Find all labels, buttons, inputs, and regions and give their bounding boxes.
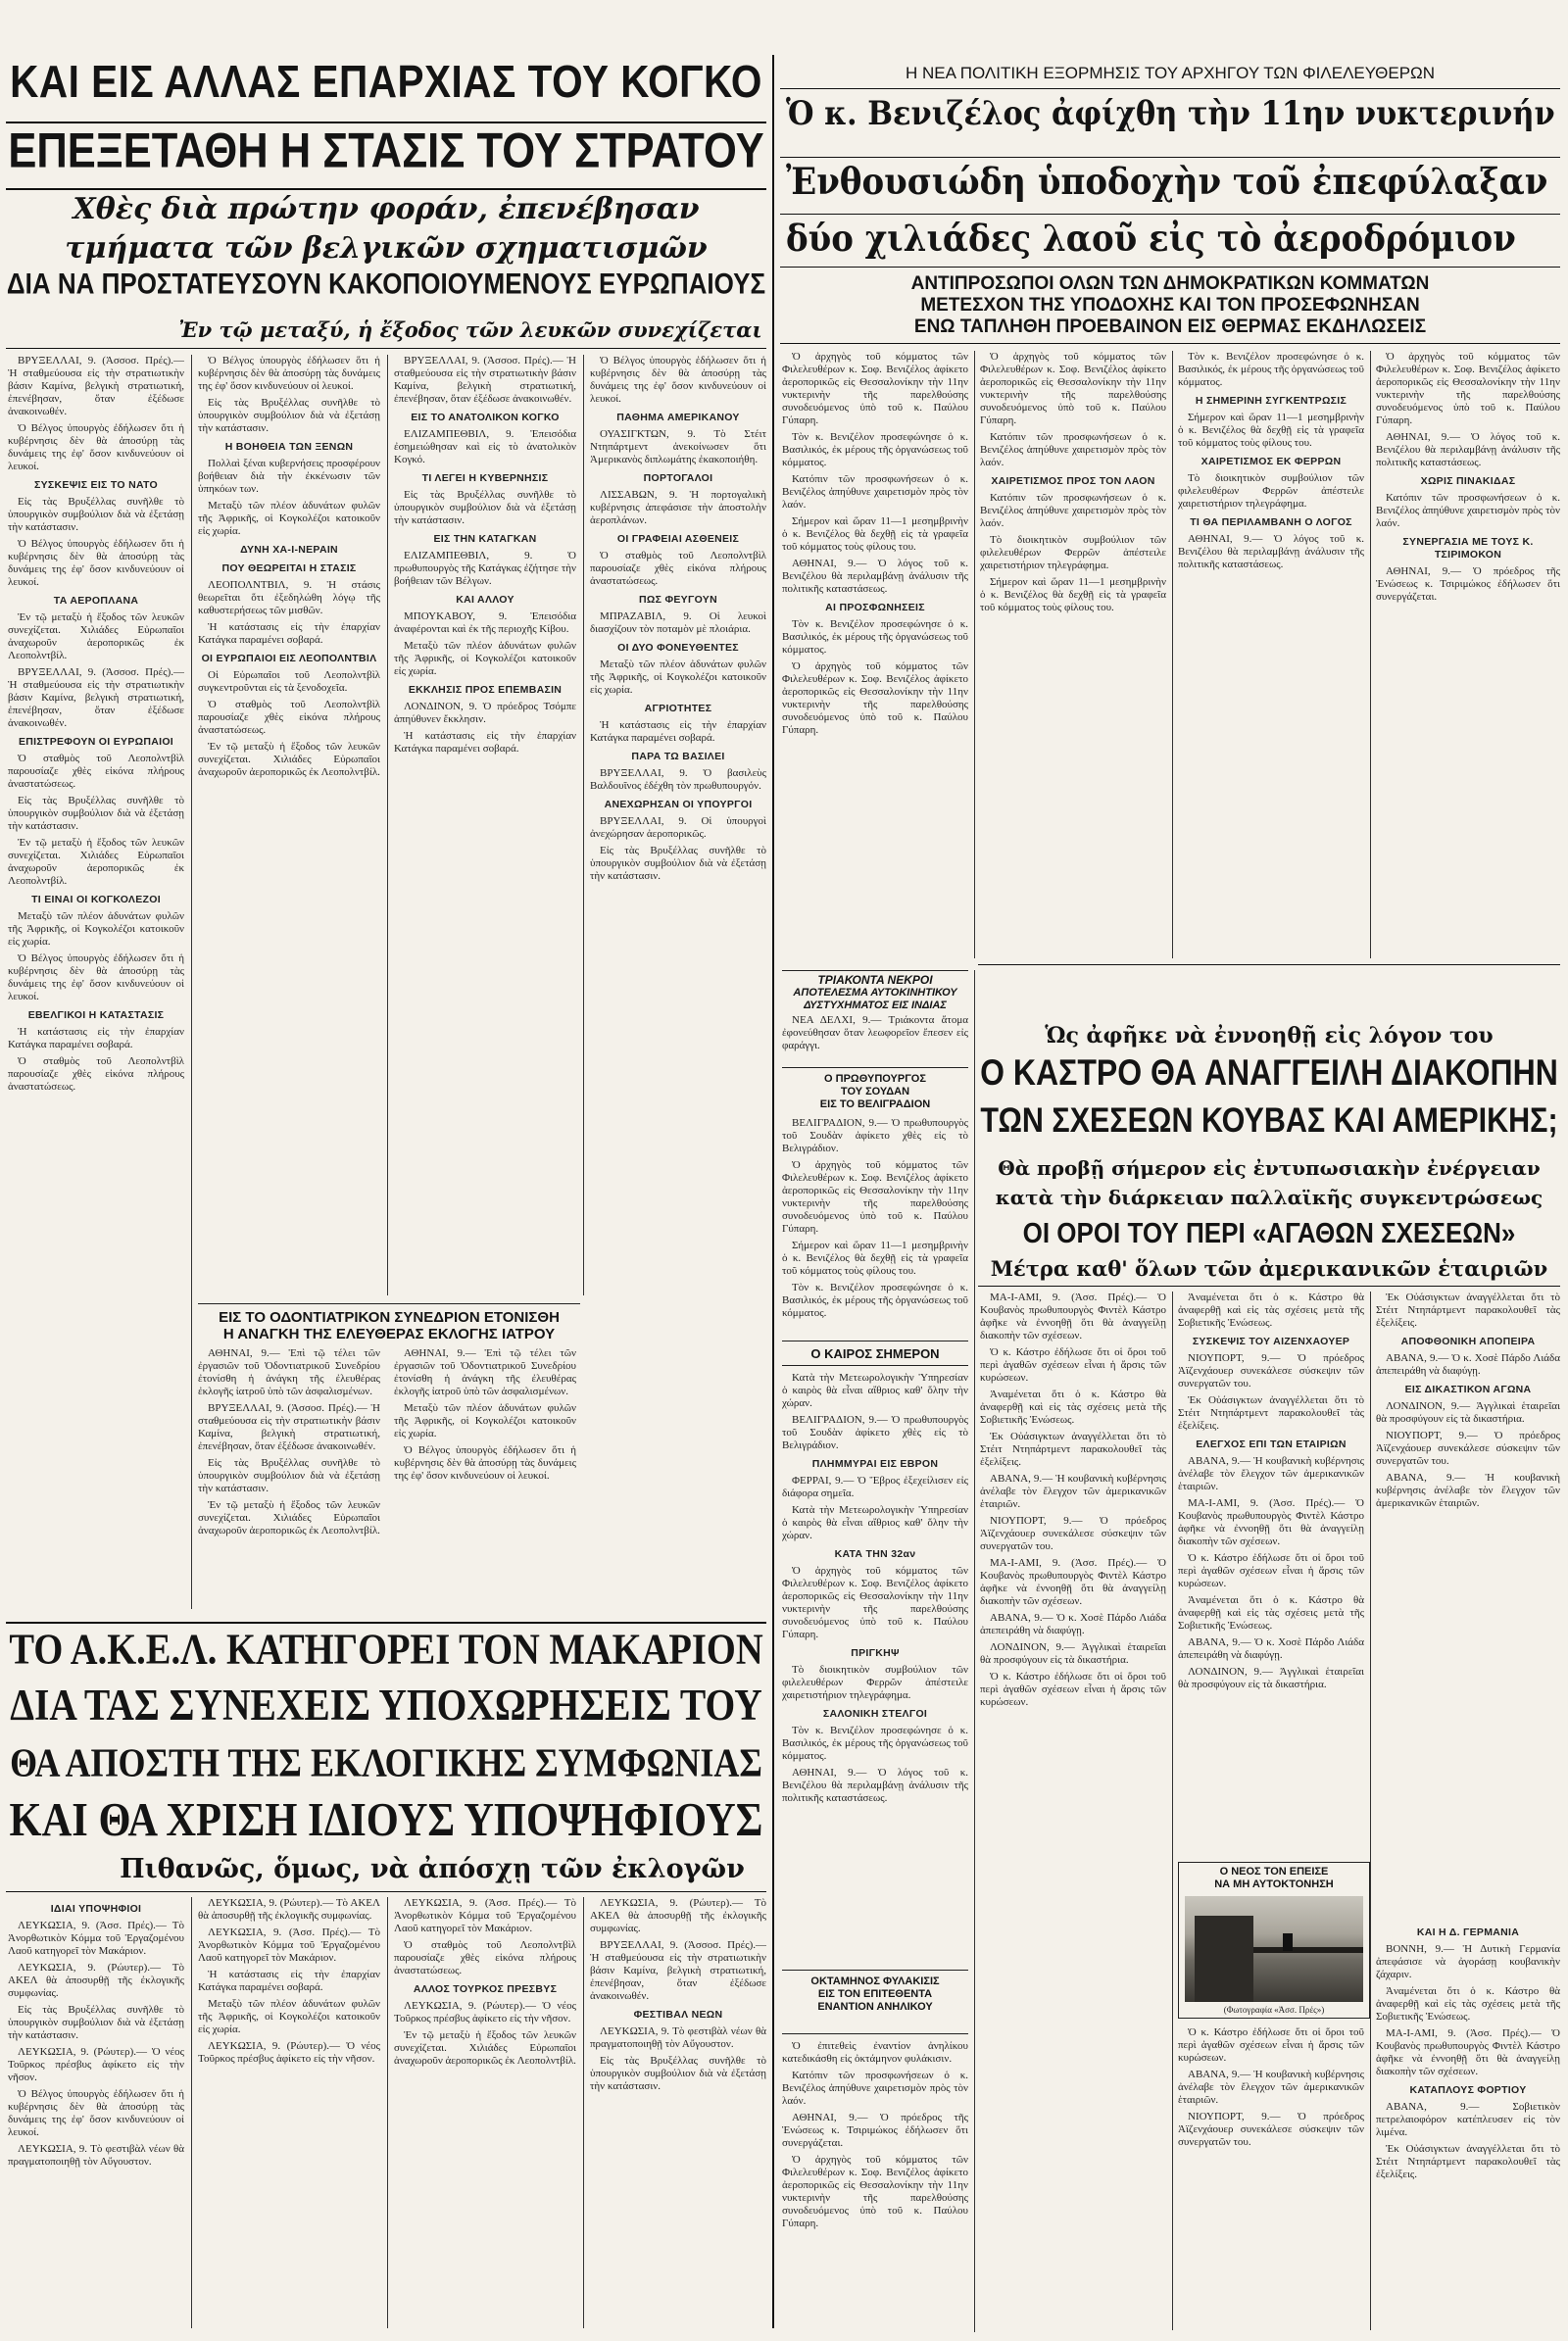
rule [780,343,1560,344]
paragraph: Εἰς τὰς Βρυξέλλας συνῆλθε τὸ ὑπουργικὸν συμβούλιον διὰ νὰ ἐξετάσῃ τὴν κατάστασιν. [198,1457,380,1494]
paragraph: Ὁ ἀρχηγὸς τοῦ κόμματος τῶν Φιλελευθέρων κ. Σοφ. Βενιζέλος ἀφίκετο ἀεροπορικῶς εἰς Θεσσαλονίκην τὴν 11ην νυκτερινὴν τῆς παρελθούσης συνοδευόμενος ὑπὸ τοῦ κ. Παύλου Γύπαρη. [1376,351,1560,426]
sudan-article [782,1074,968,1110]
subhead: ΠΟΡΤΟΓΑΛΟΙ [643,472,713,484]
subhead: ΟΙ ΕΥΡΩΠΑΙΟΙ ΕΙΣ ΛΕΟΠΟΛΝΤΒΙΛ [201,653,377,664]
rule [780,214,1560,215]
paragraph: ΑΘΗΝΑΙ, 9.— Ὁ πρόεδρος τῆς Ἑνώσεως κ. Τσιριμώκος ἐδήλωσεν ὅτι συνεργάζεται. [1376,565,1560,603]
congo-column-1 [8,355,184,1619]
subhead: ΑΠΟΦΘΟΝΙΚΗ ΑΠΟΠΕΙΡΑ [1400,1336,1536,1347]
paragraph: ΑΒΑΝΑ, 9.— Ἡ κουβανικὴ κυβέρνησις ἀνέλαβε τὸν ἔλεγχον τῶν ἀμερικανικῶν ἑταιριῶν. [980,1473,1166,1510]
paragraph: Ὁ κ. Κάστρο ἐδήλωσε ὅτι οἱ ὅροι τοῦ περὶ ἀγαθῶν σχέσεων εἶναι ἡ ἄρσις τῶν κυρώσεων. [980,1671,1166,1708]
cuba-deck-4: Μέτρα καθ' ὅλων τῶν ἀμερικανικῶν ἑταιριῶν [990,1256,1548,1281]
paragraph: Οἱ Εὐρωπαῖοι τοῦ Λεοπολντβὶλ συγκεντροῦνται εἰς τὰ ξενοδοχεῖα. [198,669,380,694]
dentist-headline-1: ΕΙΣ ΤΟ ΟΔΟΝΤΙΑΤΡΙΚΟΝ ΣΥΝΕΔΡΙΟΝ ΕΤΟΝΙΣΘΗ [219,1309,560,1326]
paragraph: ΕΛΙΖΑΜΠΕΘΒΙΛ, 9. Ὁ πρωθυπουργὸς τῆς Κατάγκας ἐζήτησε τὴν βοήθειαν τῶν Βέλγων. [394,550,576,587]
paragraph: Ἀναμένεται ὅτι ὁ κ. Κάστρο θὰ ἀναφερθῇ καὶ εἰς τὰς σχέσεις μετὰ τῆς Σοβιετικῆς Ἑνώσεως. [1178,1594,1364,1632]
paragraph: Ἡ κατάστασις εἰς τὴν ἐπαρχίαν Κατάγκα παραμένει σοβαρά. [198,1969,380,1993]
cuba-column-3-lower [1376,1921,1560,2330]
cuba-headline-2: ΤΩΝ ΣΧΕΣΕΩΝ ΚΟΥΒΑΣ ΚΑΙ ΑΜΕΡΙΚΗΣ; [980,1100,1558,1140]
subhead: ΕΠΙΣΤΡΕΦΟΥΝ ΟΙ ΕΥΡΩΠΑΙΟΙ [18,736,174,748]
paragraph: Εἰς τὰς Βρυξέλλας συνῆλθε τὸ ὑπουργικὸν συμβούλιον διὰ νὰ ἐξετάσῃ τὴν κατάστασιν. [198,397,380,434]
paragraph: Ὁ ἐπιτεθεὶς ἐναντίον ἀνηλίκου κατεδικάσθη εἰς ὀκτάμηνον φυλάκισιν. [782,2040,968,2065]
paragraph: ΒΡΥΞΕΛΛΑΙ, 9. Οἱ ὑπουργοὶ ἀνεχώρησαν ἀεροπορικῶς. [590,815,766,840]
photo-headline-2: ΝΑ ΜΗ ΑΥΤΟΚΤΟΝΗΣΗ [1214,1878,1334,1890]
paragraph: ΛΟΝΔΙΝΟΝ, 9.— Ἀγγλικαὶ ἑταιρεῖαι θὰ προσφύγουν εἰς τὰ δικαστήρια. [1376,1400,1560,1425]
prisoners-headline-2: ΕΙΣ ΤΟΝ ΕΠΙΤΕΘΕΝΤΑ [817,1988,933,2000]
subhead: ΕΙΣ ΤΗΝ ΚΑΤΑΓΚΑΝ [433,533,537,545]
paragraph: ΑΒΑΝΑ, 9.— Ἡ κουβανικὴ κυβέρνησις ἀνέλαβε τὸν ἔλεγχον τῶν ἀμερικανικῶν ἑταιριῶν. [1376,1472,1560,1509]
congo-deck-3: ΔΙΑ ΝΑ ΠΡΟΣΤΑΤΕΥΣΟΥΝ ΚΑΚΟΠΟΙΟΥΜΕΝΟΥΣ ΕΥΡΩΠΑΙΟΥΣ [6,266,766,301]
subhead: ΙΔΙΑΙ ΥΠΟΨΗΦΙΟΙ [50,1903,142,1915]
paragraph: Ὁ σταθμὸς τοῦ Λεοπολντβὶλ παρουσίαζε χθὲς εἰκόνα πλήρους ἀναστατώσεως. [590,550,766,587]
column-rule [974,970,975,2332]
photo-person [1283,1933,1293,1951]
paragraph: Κατόπιν τῶν προσφωνήσεων ὁ κ. Βενιζέλος ἀπηύθυνε χαιρετισμὸν πρὸς τὸν λαόν. [1376,492,1560,529]
congo-column-3 [394,355,576,1305]
prisoners-headline-3: ΕΝΑΝΤΙΟΝ ΑΝΗΛΙΚΟΥ [817,2001,933,2013]
congo-headline-1: ΚΑΙ ΕΙΣ ΑΛΛΑΣ ΕΠΑΡΧΙΑΣ ΤΟΥ ΚΟΓΚΟ [10,55,762,108]
paragraph: ΒΟΝΝΗ, 9.— Ἡ Δυτικὴ Γερμανία ἀπεφάσισε νὰ ἀγοράσῃ κουβανικὴν ζάχαριν. [1376,1943,1560,1980]
paragraph: ΛΟΝΔΙΝΟΝ, 9. Ὁ πρόεδρος Τσόμπε ἀπηύθυνεν ἔκκλησιν. [394,701,576,725]
subhead: ΑΓΡΙΟΤΗΤΕΣ [644,703,712,714]
column-rule [1370,1292,1371,2330]
column-rule [1370,351,1371,958]
column-rule [387,355,388,1295]
paragraph: Ἀναμένεται ὅτι ὁ κ. Κάστρο θὰ ἀναφερθῇ καὶ εἰς τὰς σχέσεις μετὰ τῆς Σοβιετικῆς Ἑνώσεως. [1178,1292,1364,1329]
paragraph: ΜΠΟΥΚΑΒΟΥ, 9. Ἐπεισόδια ἀναφέρονται καὶ ἐκ τῆς περιοχῆς Κίβου. [394,610,576,635]
subhead: Η ΣΗΜΕΡΙΝΗ ΣΥΓΚΕΝΤΡΩΣΙΣ [1195,395,1348,407]
paragraph: ΜΑ-Ι-ΑΜΙ, 9. (Ἀσσ. Πρές).— Ὁ Κουβανὸς πρωθυπουργὸς Φιντὲλ Κάστρο ἀφῆκε νὰ ἐννοηθῇ ὅτι θὰ ἀναγγείλῃ διακοπὴν τῶν σχέσεων. [980,1557,1166,1607]
subhead: ΤΙ ΛΕΓΕΙ Η ΚΥΒΕΡΝΗΣΙΣ [421,472,549,484]
sudan-headline-1: Ο ΠΡΩΘΥΠΟΥΡΓΟΣ [824,1073,926,1085]
dentist-article [198,1303,580,1617]
paragraph: Ἐν τῷ μεταξὺ ἡ ἔξοδος τῶν λευκῶν συνεχίζεται. Χιλιάδες Εὐρωπαῖοι ἀναχωροῦν ἀεροπορικῶς ἐκ Λεοπολντβίλ. [8,611,184,661]
subhead: ΠΛΗΜΜΥΡΑΙ ΕΙΣ ΕΒΡΟΝ [811,1458,939,1470]
rule [978,1286,1560,1287]
paragraph: Ἡ κατάστασις εἰς τὴν ἐπαρχίαν Κατάγκα παραμένει σοβαρά. [590,719,766,744]
akel-deck: Πιθανῶς, ὅμως, νὰ ἀπόσχῃ τῶν ἐκλογῶν [120,1854,745,1884]
rule [978,964,1560,965]
subhead: ΧΑΙΡΕΤΙΣΜΟΣ ΠΡΟΣ ΤΟΝ ΛΑΟΝ [991,475,1155,487]
paragraph: ΛΕΥΚΩΣΙΑ, 9. (Ἀσσ. Πρές).— Τὸ Ἀνορθωτικὸν Κόμμα τοῦ Ἐργαζομένου Λαοῦ κατηγορεῖ τὸν Μακάριον. [394,1897,576,1934]
paragraph: Κατόπιν τῶν προσφωνήσεων ὁ κ. Βενιζέλος ἀπηύθυνε χαιρετισμὸν πρὸς τὸν λαόν. [782,473,968,511]
cuba-deck-1: Θὰ προβῇ σήμερον εἰς ἐντυπωσιακὴν ἐνέργειαν [998,1156,1541,1180]
subhead: ΣΑΛΟΝΙΚΗ ΣΤΕΛΓΟΙ [822,1708,928,1720]
paragraph: Σήμερον καὶ ὥραν 11—1 μεσημβρινὴν ὁ κ. Βενιζέλος θὰ δεχθῇ εἰς τὰ γραφεῖα τοῦ κόμματος τοὺς φίλους του. [980,576,1166,613]
india-body [782,1014,968,1065]
rule [6,348,766,349]
paragraph: Ἡ κατάστασις εἰς τὴν ἐπαρχίαν Κατάγκα παραμένει σοβαρά. [8,1026,184,1050]
akel-headline-3: ΘΑ ΑΠΟΣΤΗ ΤΗΣ ΕΚΛΟΓΙΚΗΣ ΣΥΜΦΩΝΙΑΣ [10,1739,762,1785]
paragraph: Τὸν κ. Βενιζέλον προσεφώνησε ὁ κ. Βασιλικός, ἐκ μέρους τῆς ὀργανώσεως τοῦ κόμματος. [782,1725,968,1762]
paragraph: ΕΛΙΖΑΜΠΕΘΒΙΛ, 9. Ἐπεισόδια ἐσημειώθησαν καὶ εἰς τὸ ἀνατολικὸν Κογκό. [394,428,576,465]
column-rule [1172,351,1173,958]
column-rule [583,1897,584,2328]
paragraph: ΒΡΥΞΕΛΛΑΙ, 9. (Ἀσσοσ. Πρές).— Ἡ σταθμεύουσα εἰς τὴν στρατιωτικὴν βάσιν Καμίνα, βελγικὴ στρατιωτική, ἐπενέβησαν, ὅταν ἐξέδωσε ἀνακοινωθέν. [198,1402,380,1452]
paragraph: ΑΒΑΝΑ, 9.— Ὁ κ. Χοσὲ Πάρδο Λιάδα ἀπεπειράθη νὰ διαφύγῃ. [1178,1636,1364,1661]
paragraph: ΝΙΟΥΠΟΡΤ, 9.— Ὁ πρόεδρος Ἀϊζενχάουερ συνεκάλεσε σύσκεψιν τῶν συνεργατῶν του. [1376,1430,1560,1467]
subhead: ΤΙ ΕΙΝΑΙ ΟΙ ΚΟΓΚΟΛΕΖΟΙ [31,894,161,905]
subhead: ΚΑΙ Η Δ. ΓΕΡΜΑΝΙΑ [1416,1926,1520,1938]
news-photo [1185,1896,1363,2002]
paragraph: Ἡ κατάστασις εἰς τὴν ἐπαρχίαν Κατάγκα παραμένει σοβαρά. [394,730,576,755]
paragraph: Ὁ Βέλγος ὑπουργὸς ἐδήλωσεν ὅτι ἡ κυβέρνησις δὲν θὰ ἀποσύρῃ τὰς δυνάμεις της ἐφ' ὅσον κινδυνεύουν οἱ λευκοί. [8,538,184,588]
paragraph: Εἰς τὰς Βρυξέλλας συνῆλθε τὸ ὑπουργικὸν συμβούλιον διὰ νὰ ἐξετάσῃ τὴν κατάστασιν. [394,489,576,526]
paragraph: ΑΒΑΝΑ, 9.— Ἡ κουβανικὴ κυβέρνησις ἀνέλαβε τὸν ἔλεγχον τῶν ἀμερικανικῶν ἑταιριῶν. [1178,1455,1364,1492]
paragraph: Μεταξὺ τῶν πλέον ἀδυνάτων φυλῶν τῆς Ἀφρικῆς, οἱ Κογκολέζοι κατοικοῦν εἰς χωρία. [394,1402,576,1439]
paragraph: Κατὰ τὴν Μετεωρολογικὴν Ὑπηρεσίαν ὁ καιρὸς θὰ εἶναι αἴθριος καθ' ὅλην τὴν χώραν. [782,1372,968,1409]
paragraph: ΦΕΡΡΑΙ, 9.— Ὁ Ἕβρος ἐξεχείλισεν εἰς διάφορα σημεῖα. [782,1475,968,1499]
paragraph: ΝΙΟΥΠΟΡΤ, 9.— Ὁ πρόεδρος Ἀϊζενχάουερ συνεκάλεσε σύσκεψιν τῶν συνεργατῶν του. [1178,2111,1364,2148]
akel-column-1 [8,1897,184,2332]
dentist-body [198,1347,380,1612]
paragraph: ΑΘΗΝΑΙ, 9.— Ὁ λόγος τοῦ κ. Βενιζέλου θὰ περιλαμβάνῃ ἀνάλυσιν τῆς πολιτικῆς καταστάσεως. [782,558,968,595]
rule [6,188,766,190]
paragraph: ΛΕΟΠΟΛΝΤΒΙΛ, 9. Ἡ στάσις θεωρεῖται ὅτι ἐξεδηλώθη λόγῳ τῆς καθυστερήσεως τῶν μισθῶν. [198,579,380,616]
cuba-column-2-lower [1178,2026,1364,2330]
paragraph: ΑΒΑΝΑ, 9.— Ὁ κ. Χοσὲ Πάρδο Λιάδα ἀπεπειράθη νὰ διαφύγῃ. [980,1612,1166,1636]
paragraph: ΛΟΝΔΙΝΟΝ, 9.— Ἀγγλικαὶ ἑταιρεῖαι θὰ προσφύγουν εἰς τὰ δικαστήρια. [1178,1666,1364,1690]
subhead: ΣΥΣΚΕΨΙΣ ΤΟΥ ΑΙΖΕΝΧΑΟΥΕΡ [1192,1336,1350,1347]
paragraph: Ὁ Βέλγος ὑπουργὸς ἐδήλωσεν ὅτι ἡ κυβέρνησις δὲν θὰ ἀποσύρῃ τὰς δυνάμεις της ἐφ' ὅσον κινδυνεύουν οἱ λευκοί. [8,2088,184,2138]
paragraph: ΜΑ-Ι-ΑΜΙ, 9. (Ἀσσ. Πρές).— Ὁ Κουβανὸς πρωθυπουργὸς Φιντὲλ Κάστρο ἀφῆκε νὰ ἐννοηθῇ ὅτι θὰ ἀναγγείλῃ διακοπὴν τῶν σχέσεων. [1178,1497,1364,1547]
akel-headline-4: ΚΑΙ ΘΑ ΧΡΙΣΗ ΙΔΙΟΥΣ ΥΠΟΨΗΦΙΟΥΣ [9,1793,763,1847]
paragraph: Τὸ διοικητικὸν συμβούλιον τῶν φιλελευθέρων Φερρῶν ἀπέστειλε χαιρετιστήριον τηλεγράφημα. [782,1664,968,1701]
sudan-headline-3: ΕΙΣ ΤΟ ΒΕΛΙΓΡΑΔΙΟΝ [819,1098,931,1110]
rule [6,1622,766,1624]
subhead: ΣΥΝΕΡΓΑΣΙΑ ΜΕ ΤΟΥΣ Κ. ΤΣΙΡΙΜΟΚΟΝ [1402,536,1534,561]
akel-headline-2: ΔΙΑ ΤΑΣ ΣΥΝΕΧΕΙΣ ΥΠΟΧΩΡΗΣΕΙΣ ΤΟΥ [10,1680,762,1731]
venizelos-column-1 [782,351,968,958]
paragraph: ΛΕΥΚΩΣΙΑ, 9. (Ρώυτερ).— Τὸ ΑΚΕΛ θὰ ἀποσυρθῇ τῆς ἐκλογικῆς συμφωνίας. [8,1962,184,1999]
photo-caption: (Φωτογραφία «Ἀσσ. Πρές») [1223,2005,1325,2015]
paragraph: ΒΡΥΞΕΛΛΑΙ, 9. (Ἀσσοσ. Πρές).— Ἡ σταθμεύουσα εἰς τὴν στρατιωτικὴν βάσιν Καμίνα, βελγικὴ στρατιωτική, ἐπενέβησαν, ὅταν ἐξέδωσε ἀνακοινωθέν. [8,666,184,729]
cuba-deck-2: κατὰ τὴν διάρκειαν παλλαϊκῆς συγκεντρώσεως [995,1186,1544,1209]
rule [780,157,1560,158]
subhead: Η ΒΟΗΘΕΙΑ ΤΩΝ ΞΕΝΩΝ [224,441,354,453]
paragraph: Ὁ Βέλγος ὑπουργὸς ἐδήλωσεν ὅτι ἡ κυβέρνησις δὲν θὰ ἀποσύρῃ τὰς δυνάμεις της ἐφ' ὅσον κινδυνεύουν οἱ λευκοί. [8,952,184,1002]
subhead: ΤΙ ΘΑ ΠΕΡΙΛΑΜΒΑΝΗ Ο ΛΟΓΟΣ [1190,516,1352,528]
paragraph: Εἰς τὰς Βρυξέλλας συνῆλθε τὸ ὑπουργικὸν συμβούλιον διὰ νὰ ἐξετάσῃ τὴν κατάστασιν. [8,795,184,832]
paragraph: Ἐκ Οὐάσιγκτων ἀναγγέλλεται ὅτι τὸ Στέιτ Ντηπάρτμεντ παρακολουθεῖ τὰς ἐξελίξεις. [1376,2143,1560,2180]
paragraph: Εἰς τὰς Βρυξέλλας συνῆλθε τὸ ὑπουργικὸν συμβούλιον διὰ νὰ ἐξετάσῃ τὴν κατάστασιν. [8,496,184,533]
paragraph: ΛΕΥΚΩΣΙΑ, 9. (Ρώυτερ).— Ὁ νέος Τοῦρκος πρέσβυς ἀφίκετο εἰς τὴν νῆσον. [198,2040,380,2065]
paragraph: Ὁ ἀρχηγὸς τοῦ κόμματος τῶν Φιλελευθέρων κ. Σοφ. Βενιζέλος ἀφίκετο ἀεροπορικῶς εἰς Θεσσαλονίκην τὴν 11ην νυκτερινὴν τῆς παρελθούσης συνοδευόμενος ὑπὸ τοῦ κ. Παύλου Γύπαρη. [782,1159,968,1235]
paragraph: Ὁ ἀρχηγὸς τοῦ κόμματος τῶν Φιλελευθέρων κ. Σοφ. Βενιζέλος ἀφίκετο ἀεροπορικῶς εἰς Θεσσαλονίκην τὴν 11ην νυκτερινὴν τῆς παρελθούσης συνοδευόμενος ὑπὸ τοῦ κ. Παύλου Γύπαρη. [980,351,1166,426]
congo-deck-2: τμήματα τῶν βελγικῶν σχηματισμῶν [65,231,708,266]
subhead: ΕΙΣ ΤΟ ΑΝΑΤΟΛΙΚΟΝ ΚΟΓΚΟ [411,412,560,423]
subhead: ΕΛΕΓΧΟΣ ΕΠΙ ΤΩΝ ΕΤΑΙΡΙΩΝ [1196,1439,1347,1450]
subhead: ΠΑΘΗΜΑ ΑΜΕΡΙΚΑΝΟΥ [616,412,740,423]
subhead: ΦΕΣΤΙΒΑΛ ΝΕΩΝ [633,2009,723,2021]
paragraph: Τὸν κ. Βενιζέλον προσεφώνησε ὁ κ. Βασιλικός, ἐκ μέρους τῆς ὀργανώσεως τοῦ κόμματος. [1178,351,1364,388]
column-rule [191,355,192,1609]
subhead: ΔΥΝΗ ΧΑ-Ι-ΝΕΡΑΙΝ [240,544,338,556]
subhead: ΧΩΡΙΣ ΠΙΝΑΚΙΔΑΣ [1420,475,1516,487]
paragraph: ΝΙΟΥΠΟΡΤ, 9.— Ὁ πρόεδρος Ἀϊζενχάουερ συνεκάλεσε σύσκεψιν τῶν συνεργατῶν του. [980,1515,1166,1552]
akel-column-3 [394,1897,576,2332]
paragraph: ΛΕΥΚΩΣΙΑ, 9. Τὸ φεστιβὰλ νέων θὰ πραγματοποιηθῇ τὸν Αὔγουστον. [590,2025,766,2050]
paragraph: ΑΘΗΝΑΙ, 9.— Ἐπὶ τῷ τέλει τῶν ἐργασιῶν τοῦ Ὀδοντιατρικοῦ Συνεδρίου ἐτονίσθη ἡ ἀνάγκη τῆς ἐλευθέρας ἐκλογῆς ἰατροῦ ὑπὸ τῶν ἀσφαλισμένων. [394,1347,576,1397]
cuba-kicker: Ὡς ἀφῆκε νὰ ἐννοηθῇ εἰς λόγον του [1045,1023,1494,1049]
congo-headline-2: ΕΠΕΞΕΤΑΘΗ Η ΣΤΑΣΙΣ ΤΟΥ ΣΤΡΑΤΟΥ [8,123,764,178]
paragraph: Ἐν τῷ μεταξὺ ἡ ἔξοδος τῶν λευκῶν συνεχίζεται. Χιλιάδες Εὐρωπαῖοι ἀναχωροῦν ἀεροπορικῶς ἐκ Λεοπολντβίλ. [198,1499,380,1536]
paragraph: Κατὰ τὴν Μετεωρολογικὴν Ὑπηρεσίαν ὁ καιρὸς θὰ εἶναι αἴθριος καθ' ὅλην τὴν χώραν. [782,1504,968,1541]
paragraph: Ἀναμένεται ὅτι ὁ κ. Κάστρο θὰ ἀναφερθῇ καὶ εἰς τὰς σχέσεις μετὰ τῆς Σοβιετικῆς Ἑνώσεως. [980,1389,1166,1426]
paragraph: ΑΘΗΝΑΙ, 9.— Ὁ λόγος τοῦ κ. Βενιζέλου θὰ περιλαμβάνῃ ἀνάλυσιν τῆς πολιτικῆς καταστάσεως. [782,1767,968,1804]
weather-article [782,1341,968,1366]
subhead: ΠΑΡΑ ΤΩ ΒΑΣΙΛΕΙ [631,751,725,762]
rule [6,1891,766,1892]
paragraph: Μεταξὺ τῶν πλέον ἀδυνάτων φυλῶν τῆς Ἀφρικῆς, οἱ Κογκολέζοι κατοικοῦν εἰς χωρία. [394,640,576,677]
paragraph: Ἐν τῷ μεταξὺ ἡ ἔξοδος τῶν λευκῶν συνεχίζεται. Χιλιάδες Εὐρωπαῖοι ἀναχωροῦν ἀεροπορικῶς ἐκ Λεοπολντβίλ. [198,741,380,778]
column-rule [191,1897,192,2328]
venizelos-headline-3: δύο χιλιάδες λαοῦ εἰς τὸ ἀεροδρόμιον [786,218,1516,261]
cuba-deck-3: ΟΙ ΟΡΟΙ ΤΟΥ ΠΕΡΙ «ΑΓΑΘΩΝ ΣΧΕΣΕΩΝ» [1022,1216,1516,1249]
paragraph: Κατόπιν τῶν προσφωνήσεων ὁ κ. Βενιζέλος ἀπηύθυνε χαιρετισμὸν πρὸς τὸν λαόν. [980,431,1166,468]
congo-column-2 [198,355,380,1305]
paragraph: Σήμερον καὶ ὥραν 11—1 μεσημβρινὴν ὁ κ. Βενιζέλος θὰ δεχθῇ εἰς τὰ γραφεῖα τοῦ κόμματος τοὺς φίλους του. [782,515,968,553]
subhead: ΣΥΣΚΕΨΙΣ ΕΙΣ ΤΟ ΝΑΤΟ [34,479,158,491]
rule [780,88,1560,89]
akel-column-4 [590,1897,766,2332]
venizelos-headline-2: Ἐνθουσιώδη ὑποδοχὴν τοῦ ἐπεφύλαξαν [786,161,1548,204]
paragraph: Σήμερον καὶ ὥραν 11—1 μεσημβρινὴν ὁ κ. Βενιζέλος θὰ δεχθῇ εἰς τὰ γραφεῖα τοῦ κόμματος τοὺς φίλους του. [782,1240,968,1277]
paragraph: ΒΡΥΞΕΛΛΑΙ, 9. (Ἀσσοσ. Πρές).— Ἡ σταθμεύουσα εἰς τὴν στρατιωτικὴν βάσιν Καμίνα, βελγικὴ στρατιωτική, ἐπενέβησαν, ὅταν ἐξέδωσε ἀνακοινωθέν. [590,1939,766,2002]
column-rule [583,355,584,1295]
paragraph: ΑΘΗΝΑΙ, 9.— Ὁ πρόεδρος τῆς Ἑνώσεως κ. Τσιριμώκος ἐδήλωσεν ὅτι συνεργάζεται. [782,2112,968,2149]
paragraph: ΟΥΑΣΙΓΚΤΩΝ, 9. Τὸ Στέιτ Ντηπάρτμεντ ἀνεκοίνωσεν ὅτι Ἀμερικανὸς διπλωμάτης ἐκακοποιήθη. [590,428,766,465]
congo-column-4 [590,355,766,1619]
paragraph: ΑΒΑΝΑ, 9.— Ἡ κουβανικὴ κυβέρνησις ἀνέλαβε τὸν ἔλεγχον τῶν ἀμερικανικῶν ἑταιριῶν. [1178,2069,1364,2106]
paragraph: ΑΘΗΝΑΙ, 9.— Ἐπὶ τῷ τέλει τῶν ἐργασιῶν τοῦ Ὀδοντιατρικοῦ Συνεδρίου ἐτονίσθη ἡ ἀνάγκη τῆς ἐλευθέρας ἐκλογῆς ἰατροῦ ὑπὸ τῶν ἀσφαλισμένων. [198,1347,380,1397]
akel-headline-1: ΤΟ Α.Κ.Ε.Λ. ΚΑΤΗΓΟΡΕΙ ΤΟΝ ΜΑΚΑΡΙΟΝ [9,1626,763,1674]
congo-deck-4: Ἐν τῷ μεταξύ, ἡ ἔξοδος τῶν λευκῶν συνεχίζεται [178,317,762,342]
paragraph: ΜΑ-Ι-ΑΜΙ, 9. (Ἀσσ. Πρές).— Ὁ Κουβανὸς πρωθυπουργὸς Φιντὲλ Κάστρο ἀφῆκε νὰ ἐννοηθῇ ὅτι θὰ ἀναγγείλῃ διακοπὴν τῶν σχέσεων. [1376,2027,1560,2077]
paragraph: Κατόπιν τῶν προσφωνήσεων ὁ κ. Βενιζέλος ἀπηύθυνε χαιρετισμὸν πρὸς τὸν λαόν. [980,492,1166,529]
paragraph: ΛΙΣΣΑΒΩΝ, 9. Ἡ πορτογαλικὴ κυβέρνησις ἀπεφάσισε τὴν ἀποστολὴν ἀεροπλάνων. [590,489,766,526]
subhead: ΤΑ ΑΕΡΟΠΛΑΝΑ [53,595,139,607]
paragraph: Ἡ κατάστασις εἰς τὴν ἐπαρχίαν Κατάγκα παραμένει σοβαρά. [198,621,380,646]
paragraph: Ὁ ἀρχηγὸς τοῦ κόμματος τῶν Φιλελευθέρων κ. Σοφ. Βενιζέλος ἀφίκετο ἀεροπορικῶς εἰς Θεσσαλονίκην τὴν 11ην νυκτερινὴν τῆς παρελθούσης συνοδευόμενος ὑπὸ τοῦ κ. Παύλου Γύπαρη. [782,1565,968,1640]
column-rule [387,1897,388,2328]
paragraph: Ὁ κ. Κάστρο ἐδήλωσε ὅτι οἱ ὅροι τοῦ περὶ ἀγαθῶν σχέσεων εἶναι ἡ ἄρσις τῶν κυρώσεων. [1178,2026,1364,2064]
paragraph: Τὸ διοικητικὸν συμβούλιον τῶν φιλελευθέρων Φερρῶν ἀπέστειλε χαιρετιστήριον τηλεγράφημα. [980,534,1166,571]
subhead: ΠΩΣ ΦΕΥΓΟΥΝ [639,594,717,606]
paragraph: Ὁ σταθμὸς τοῦ Λεοπολντβὶλ παρουσίαζε χθὲς εἰκόνα πλήρους ἀναστατώσεως. [8,1055,184,1093]
paragraph: ΛΕΥΚΩΣΙΑ, 9. (Ρώυτερ).— Τὸ ΑΚΕΛ θὰ ἀποσυρθῇ τῆς ἐκλογικῆς συμφωνίας. [198,1897,380,1922]
paragraph: Ὁ Βέλγος ὑπουργὸς ἐδήλωσεν ὅτι ἡ κυβέρνησις δὲν θὰ ἀποσύρῃ τὰς δυνάμεις της ἐφ' ὅσον κινδυνεύουν οἱ λευκοί. [394,1444,576,1482]
paragraph: ΒΡΥΞΕΛΛΑΙ, 9. (Ἀσσοσ. Πρές).— Ἡ σταθμεύουσα εἰς τὴν στρατιωτικὴν βάσιν Καμίνα, βελγικὴ στρατιωτική, ἐπενέβησαν, ὅταν ἐξέδωσε ἀνακοινωθέν. [394,355,576,405]
paragraph: ΒΕΛΙΓΡΑΔΙΟΝ, 9.— Ὁ πρωθυπουργὸς τοῦ Σουδὰν ἀφίκετο χθὲς εἰς τὸ Βελιγράδιον. [782,1414,968,1451]
photo-article [1178,1862,1370,2019]
paragraph: Ὁ κ. Κάστρο ἐδήλωσε ὅτι οἱ ὅροι τοῦ περὶ ἀγαθῶν σχέσεων εἶναι ἡ ἄρσις τῶν κυρώσεων. [980,1346,1166,1384]
paragraph: ΑΒΑΝΑ, 9.— Ὁ κ. Χοσὲ Πάρδο Λιάδα ἀπεπειράθη νὰ διαφύγῃ. [1376,1352,1560,1377]
venizelos-headline-1: Ὁ κ. Βενιζέλος ἀφίχθη τὴν 11ην νυκτερινήν [786,94,1555,133]
paragraph: Σήμερον καὶ ὥραν 11—1 μεσημβρινὴν ὁ κ. Βενιζέλος θὰ δεχθῇ εἰς τὰ γραφεῖα τοῦ κόμματος τοὺς φίλους του. [1178,412,1364,449]
cuba-headline-1: Ο ΚΑΣΤΡΟ ΘΑ ΑΝΑΓΓΕΙΛΗ ΔΙΑΚΟΠΗΝ [980,1051,1558,1094]
subhead: ΚΑΙ ΑΛΛΟΥ [456,594,514,606]
paragraph: Ἐκ Οὐάσιγκτων ἀναγγέλλεται ὅτι τὸ Στέιτ Ντηπάρτμεντ παρακολουθεῖ τὰς ἐξελίξεις. [980,1431,1166,1468]
subhead: ΕΙΣ ΔΙΚΑΣΤΙΚΟΝ ΑΓΩΝΑ [1404,1384,1532,1395]
subhead: ΟΙ ΓΡΑΦΕΙΑΙ ΑΣΘΕΝΕΙΣ [616,533,740,545]
venizelos-kicker: Η ΝΕΑ ΠΟΛΙΤΙΚΗ ΕΞΟΡΜΗΣΙΣ ΤΟΥ ΑΡΧΗΓΟΥ ΤΩΝ ΦΙΛΕΛΕΥΘΕΡΩΝ [905,64,1436,82]
column-rule [974,351,975,958]
sudan-headline-2: ΤΟΥ ΣΟΥΔΑΝ [840,1086,910,1097]
paragraph: Μεταξὺ τῶν πλέον ἀδυνάτων φυλῶν τῆς Ἀφρικῆς, οἱ Κογκολέζοι κατοικοῦν εἰς χωρία. [8,910,184,948]
paragraph: Τὸν κ. Βενιζέλον προσεφώνησε ὁ κ. Βασιλικός, ἐκ μέρους τῆς ὀργανώσεως τοῦ κόμματος. [782,431,968,468]
section-rule [772,55,774,2328]
akel-column-2 [198,1897,380,2332]
subhead: ΑΝΕΧΩΡΗΣΑΝ ΟΙ ΥΠΟΥΡΓΟΙ [604,799,753,810]
paragraph: ΛΕΥΚΩΣΙΑ, 9. Τὸ φεστιβὰλ νέων θὰ πραγματοποιηθῇ τὸν Αὔγουστον. [8,2143,184,2168]
paragraph: Ὁ ἀρχηγὸς τοῦ κόμματος τῶν Φιλελευθέρων κ. Σοφ. Βενιζέλος ἀφίκετο ἀεροπορικῶς εἰς Θεσσαλονίκην τὴν 11ην νυκτερινὴν τῆς παρελθούσης συνοδευόμενος ὑπὸ τοῦ κ. Παύλου Γύπαρη. [782,351,968,426]
cuba-column-3 [1376,1292,1560,1860]
paragraph: Εἰς τὰς Βρυξέλλας συνῆλθε τὸ ὑπουργικὸν συμβούλιον διὰ νὰ ἐξετάσῃ τὴν κατάστασιν. [590,2055,766,2092]
paragraph: Ὁ σταθμὸς τοῦ Λεοπολντβὶλ παρουσίαζε χθὲς εἰκόνα πλήρους ἀναστατώσεως. [8,753,184,790]
subhead: ΚΑΤΑ ΤΗΝ 32αν [834,1548,916,1560]
cuba-column-1 [980,1292,1166,2330]
dentist-headline-2: Η ΑΝΑΓΚΗ ΤΗΣ ΕΛΕΥΘΕΡΑΣ ΕΚΛΟΓΗΣ ΙΑΤΡΟΥ [222,1326,556,1342]
sudan-body [782,1117,968,1333]
paragraph: Ὁ κ. Κάστρο ἐδήλωσε ὅτι οἱ ὅροι τοῦ περὶ ἀγαθῶν σχέσεων εἶναι ἡ ἄρσις τῶν κυρώσεων. [1178,1552,1364,1589]
paragraph: Ὁ Βέλγος ὑπουργὸς ἐδήλωσεν ὅτι ἡ κυβέρνησις δὲν θὰ ἀποσύρῃ τὰς δυνάμεις της ἐφ' ὅσον κινδυνεύουν οἱ λευκοί. [590,355,766,405]
paragraph: ΛΕΥΚΩΣΙΑ, 9. (Ρώυτερ).— Ὁ νέος Τοῦρκος πρέσβυς ἀφίκετο εἰς τὴν νῆσον. [394,2000,576,2024]
paragraph: ΛΕΥΚΩΣΙΑ, 9. (Ἀσσ. Πρές).— Τὸ Ἀνορθωτικὸν Κόμμα τοῦ Ἐργαζομένου Λαοῦ κατηγορεῖ τὸν Μακάριον. [198,1926,380,1964]
paragraph: ΑΘΗΝΑΙ, 9.— Ὁ λόγος τοῦ κ. Βενιζέλου θὰ περιλαμβάνῃ ἀνάλυσιν τῆς πολιτικῆς καταστάσεως. [1178,533,1364,570]
dentist-body-2 [394,1347,576,1612]
paragraph: ΑΒΑΝΑ, 9.— Σοβιετικὸν πετρελαιοφόρον κατέπλευσεν εἰς τὸν λιμένα. [1376,2101,1560,2138]
paragraph: Τὸν κ. Βενιζέλον προσεφώνησε ὁ κ. Βασιλικός, ἐκ μέρους τῆς ὀργανώσεως τοῦ κόμματος. [782,1282,968,1319]
paragraph: ΛΕΥΚΩΣΙΑ, 9. (Ρώυτερ).— Τὸ ΑΚΕΛ θὰ ἀποσυρθῇ τῆς ἐκλογικῆς συμφωνίας. [590,1897,766,1934]
paragraph: Ὁ σταθμὸς τοῦ Λεοπολντβὶλ παρουσίαζε χθὲς εἰκόνα πλήρους ἀναστατώσεως. [198,699,380,736]
india-accident-article [782,970,968,1068]
rule [780,267,1560,268]
paragraph: Ἐκ Οὐάσιγκτων ἀναγγέλλεται ὅτι τὸ Στέιτ Ντηπάρτμεντ παρακολουθεῖ τὰς ἐξελίξεις. [1376,1292,1560,1329]
subhead: ΠΟΥ ΘΕΩΡΕΙΤΑΙ Η ΣΤΑΣΙΣ [221,562,357,574]
paragraph: ΝΕΑ ΔΕΛΧΙ, 9.— Τριάκοντα ἄτομα ἐφονεύθησαν ὅταν λεωφορεῖον ἔπεσεν εἰς φαράγγι. [782,1014,968,1051]
venizelos-column-4 [1376,351,1560,958]
paragraph: ΒΡΥΞΕΛΛΑΙ, 9. Ὁ βασιλεὺς Βαλδουῖνος ἐδέχθη τὸν πρωθυπουργόν. [590,767,766,792]
paragraph: Εἰς τὰς Βρυξέλλας συνῆλθε τὸ ὑπουργικὸν συμβούλιον διὰ νὰ ἐξετάσῃ τὴν κατάστασιν. [590,845,766,882]
subhead: ΑΙ ΠΡΟΣΦΩΝΗΣΕΙΣ [825,602,925,613]
paragraph: Ἐν τῷ μεταξὺ ἡ ἔξοδος τῶν λευκῶν συνεχίζεται. Χιλιάδες Εὐρωπαῖοι ἀναχωροῦν ἀεροπορικῶς ἐκ Λεοπολντβίλ. [394,2029,576,2067]
subhead: ΟΙ ΔΥΟ ΦΟΝΕΥΘΕΝΤΕΣ [617,642,739,654]
paragraph: ΝΙΟΥΠΟΡΤ, 9.— Ὁ πρόεδρος Ἀϊζενχάουερ συνεκάλεσε σύσκεψιν τῶν συνεργατῶν του. [1178,1352,1364,1390]
paragraph: Ὁ σταθμὸς τοῦ Λεοπολντβὶλ παρουσίαζε χθὲς εἰκόνα πλήρους ἀναστατώσεως. [394,1939,576,1976]
venizelos-subdeck-3: ΕΝΩ ΤΑΠΛΗΘΗ ΠΡΟΕΒΑΙΝΟΝ ΕΙΣ ΘΕΡΜΑΣ ΕΚΔΗΛΩΣΕΙΣ [913,317,1427,337]
paragraph: Ὁ Βέλγος ὑπουργὸς ἐδήλωσεν ὅτι ἡ κυβέρνησις δὲν θὰ ἀποσύρῃ τὰς δυνάμεις της ἐφ' ὅσον κινδυνεύουν οἱ λευκοί. [198,355,380,392]
india-headline-3: ΔΥΣΤΥΧΗΜΑΤΟΣ ΕΙΣ ΙΝΔΙΑΣ [804,1000,947,1011]
paragraph: ΛΟΝΔΙΝΟΝ, 9.— Ἀγγλικαὶ ἑταιρεῖαι θὰ προσφύγουν εἰς τὰ δικαστήρια. [980,1641,1166,1666]
paragraph: Ὁ ἀρχηγὸς τοῦ κόμματος τῶν Φιλελευθέρων κ. Σοφ. Βενιζέλος ἀφίκετο ἀεροπορικῶς εἰς Θεσσαλονίκην τὴν 11ην νυκτερινὴν τῆς παρελθούσης συνοδευόμενος ὑπὸ τοῦ κ. Παύλου Γύπαρη. [782,2154,968,2229]
paragraph: Μεταξὺ τῶν πλέον ἀδυνάτων φυλῶν τῆς Ἀφρικῆς, οἱ Κογκολέζοι κατοικοῦν εἰς χωρία. [198,500,380,537]
subhead: ΧΑΙΡΕΤΙΣΜΟΣ ΕΚ ΦΕΡΡΩΝ [1200,456,1342,467]
weather-headline: Ο ΚΑΙΡΟΣ ΣΗΜΕΡΟΝ [810,1346,940,1361]
weather-body [782,1372,968,1950]
paragraph: ΛΕΥΚΩΣΙΑ, 9. (Ἀσσ. Πρές).— Τὸ Ἀνορθωτικὸν Κόμμα τοῦ Ἐργαζομένου Λαοῦ κατηγορεῖ τὸν Μακάριον. [8,1920,184,1957]
venizelos-column-2 [980,351,1166,958]
prisoners-article [782,1970,968,2034]
subhead: ΑΛΛΟΣ ΤΟΥΡΚΟΣ ΠΡΕΣΒΥΣ [413,1983,558,1995]
paragraph: Ἐν τῷ μεταξὺ ἡ ἔξοδος τῶν λευκῶν συνεχίζεται. Χιλιάδες Εὐρωπαῖοι ἀναχωροῦν ἀεροπορικῶς ἐκ Λεοπολντβίλ. [8,837,184,887]
paragraph: Τὸ διοικητικὸν συμβούλιον τῶν φιλελευθέρων Φερρῶν ἀπέστειλε χαιρετιστήριον τηλεγράφημα. [1178,472,1364,510]
subhead: ΠΡΙΓΚΗΨ [851,1647,900,1659]
paragraph: Ὁ Βέλγος ὑπουργὸς ἐδήλωσεν ὅτι ἡ κυβέρνησις δὲν θὰ ἀποσύρῃ τὰς δυνάμεις της ἐφ' ὅσον κινδυνεύουν οἱ λευκοί. [8,422,184,472]
subhead: ΕΚΚΛΗΣΙΣ ΠΡΟΣ ΕΠΕΜΒΑΣΙΝ [408,684,563,696]
photo-headline-1: Ο ΝΕΟΣ ΤΟΝ ΕΠΕΙΣΕ [1219,1866,1329,1878]
photo-building [1195,1916,1253,2002]
congo-deck-1: Χθὲς διὰ πρώτην φοράν, ἐπενέβησαν [73,192,700,226]
paragraph: Εἰς τὰς Βρυξέλλας συνῆλθε τὸ ὑπουργικὸν συμβούλιον διὰ νὰ ἐξετάσῃ τὴν κατάστασιν. [8,2004,184,2041]
paragraph: ΜΑ-Ι-ΑΜΙ, 9. (Ἀσσ. Πρές).— Ὁ Κουβανὸς πρωθυπουργὸς Φιντὲλ Κάστρο ἀφῆκε νὰ ἐννοηθῇ ὅτι θὰ ἀναγγείλῃ διακοπὴν τῶν σχέσεων. [980,1292,1166,1341]
subhead: ΕΒΕΛΓΙΚΟΙ Η ΚΑΤΑΣΤΑΣΙΣ [27,1009,165,1021]
prisoners-headline-1: ΟΚΤΑΜΗΝΟΣ ΦΥΛΑΚΙΣΙΣ [810,1975,940,1987]
paragraph: Ἐκ Οὐάσιγκτων ἀναγγέλλεται ὅτι τὸ Στέιτ Ντηπάρτμεντ παρακολουθεῖ τὰς ἐξελίξεις. [1178,1394,1364,1432]
photo-ledge [1253,1947,1363,1953]
paragraph: Μεταξὺ τῶν πλέον ἀδυνάτων φυλῶν τῆς Ἀφρικῆς, οἱ Κογκολέζοι κατοικοῦν εἰς χωρία. [590,658,766,696]
paragraph: Ὁ ἀρχηγὸς τοῦ κόμματος τῶν Φιλελευθέρων κ. Σοφ. Βενιζέλος ἀφίκετο ἀεροπορικῶς εἰς Θεσσαλονίκην τὴν 11ην νυκτερινὴν τῆς παρελθούσης συνοδευόμενος ὑπὸ τοῦ κ. Παύλου Γύπαρη. [782,660,968,736]
prisoners-body [782,2040,968,2330]
paragraph: Τὸν κ. Βενιζέλον προσεφώνησε ὁ κ. Βασιλικός, ἐκ μέρους τῆς ὀργανώσεως τοῦ κόμματος. [782,618,968,656]
paragraph: Μεταξὺ τῶν πλέον ἀδυνάτων φυλῶν τῆς Ἀφρικῆς, οἱ Κογκολέζοι κατοικοῦν εἰς χωρία. [198,1998,380,2035]
venizelos-subdeck-1: ΑΝΤΙΠΡΟΣΩΠΟΙ ΟΛΩΝ ΤΩΝ ΔΗΜΟΚΡΑΤΙΚΩΝ ΚΟΜΜΑΤΩΝ [910,273,1430,294]
paragraph: Πολλαὶ ξέναι κυβερνήσεις προσφέρουν βοήθειαν διὰ τὴν ἐκκένωσιν τῶν ὑπηκόων των. [198,458,380,495]
india-headline-2: ΑΠΟΤΕΛΕΣΜΑ ΑΥΤΟΚΙΝΗΤΙΚΟΥ [793,987,957,999]
paragraph: Κατόπιν τῶν προσφωνήσεων ὁ κ. Βενιζέλος ἀπηύθυνε χαιρετισμὸν πρὸς τὸν λαόν. [782,2070,968,2107]
column-rule [1172,1292,1173,2330]
paragraph: ΜΠΡΑΖΑΒΙΛ, 9. Οἱ λευκοὶ διασχίζουν τὸν ποταμὸν μὲ πλοιάρια. [590,610,766,635]
paragraph: ΑΘΗΝΑΙ, 9.— Ὁ λόγος τοῦ κ. Βενιζέλου θὰ περιλαμβάνῃ ἀνάλυσιν τῆς πολιτικῆς καταστάσεως. [1376,431,1560,468]
venizelos-column-3 [1178,351,1364,958]
subhead: ΚΑΤΑΠΛΟΥΣ ΦΟΡΤΙΟΥ [1409,2084,1527,2096]
paragraph: ΒΡΥΞΕΛΛΑΙ, 9. (Ἀσσοσ. Πρές).— Ἡ σταθμεύουσα εἰς τὴν στρατιωτικὴν βάσιν Καμίνα, βελγικὴ στρατιωτική, ἐπενέβησαν, ὅταν ἐξέδωσε ἀνακοινωθέν. [8,355,184,417]
india-headline-1: ΤΡΙΑΚΟΝΤΑ ΝΕΚΡΟΙ [817,973,933,987]
paragraph: Ἀναμένεται ὅτι ὁ κ. Κάστρο θὰ ἀναφερθῇ καὶ εἰς τὰς σχέσεις μετὰ τῆς Σοβιετικῆς Ἑνώσεως. [1376,1985,1560,2023]
paragraph: ΒΕΛΙΓΡΑΔΙΟΝ, 9.— Ὁ πρωθυπουργὸς τοῦ Σουδὰν ἀφίκετο χθὲς εἰς τὸ Βελιγράδιον. [782,1117,968,1154]
paragraph: ΛΕΥΚΩΣΙΑ, 9. (Ρώυτερ).— Ὁ νέος Τοῦρκος πρέσβυς ἀφίκετο εἰς τὴν νῆσον. [8,2046,184,2083]
venizelos-subdeck-2: ΜΕΤΕΣΧΟΝ ΤΗΣ ΥΠΟΔΟΧΗΣ ΚΑΙ ΤΟΝ ΠΡΟΣΕΦΩΝΗΣΑΝ [920,295,1420,316]
